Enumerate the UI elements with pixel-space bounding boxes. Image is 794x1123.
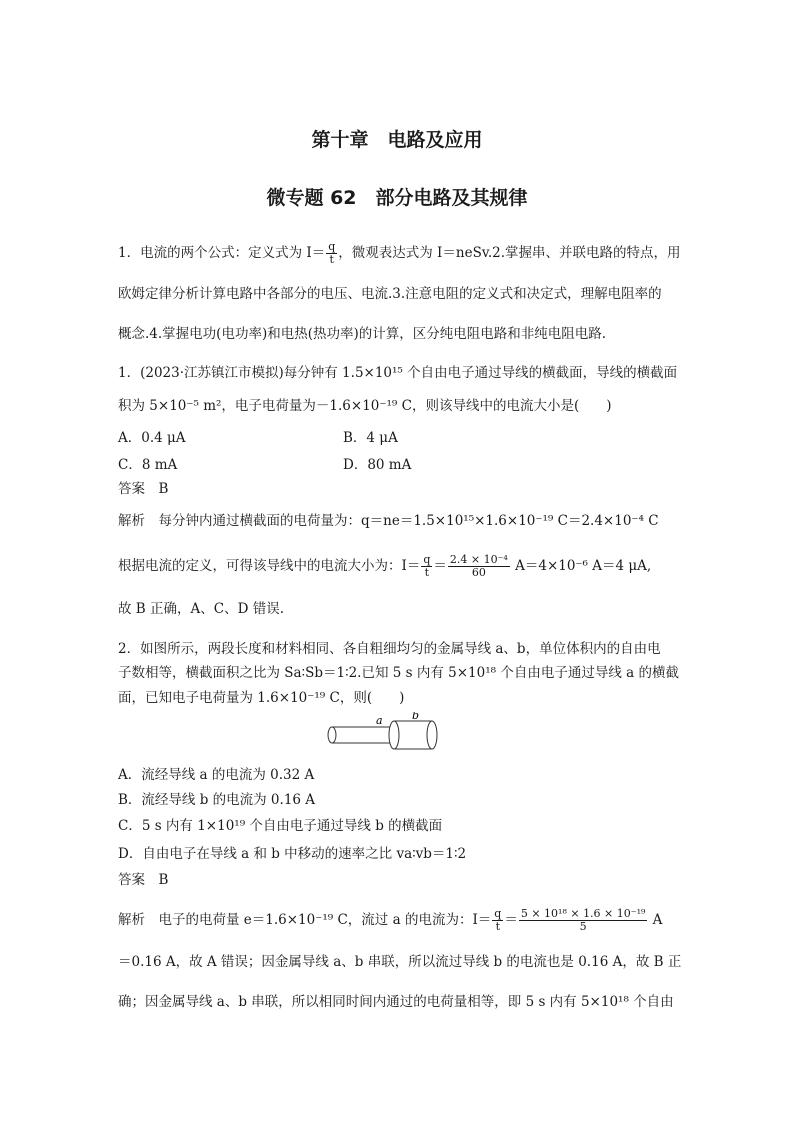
q1-stem-line-1: 1．(2023·江苏镇江市模拟)每分钟有 1.5×10¹⁵ 个自由电子通过导线的横截面，导线的横截面 <box>118 365 678 381</box>
intro-line-2: 欧姆定律分析计算电路中各部分的电压、电流.3.注意电阻的定义式和决定式，理解电阻率的 <box>118 286 662 302</box>
intro-text-1a: 1．电流的两个公式：定义式为 I＝ <box>118 245 326 261</box>
wire-figure <box>320 712 450 760</box>
fraction-q-over-t <box>421 554 432 579</box>
intro-line-1 <box>118 241 681 266</box>
fraction-q-over-t <box>326 241 337 266</box>
q2-answer: 答案 B <box>118 872 169 888</box>
q1-solution-line-2 <box>118 554 651 579</box>
wire-a-end <box>328 727 336 743</box>
q2-solution-line-3: 确；因金属导线 a、b 串联，所以相同时间内通过的电荷量相等，即 5 s 内有 5×10¹⁸ 个自由 <box>118 994 674 1010</box>
q1-solution-text-a: 根据电流的定义，可得该导线中的电流大小为：I＝ <box>118 558 421 574</box>
fraction-numerator: q <box>328 240 336 253</box>
q2-stem-line-3: 面，已知电子电荷量为 1.6×10⁻¹⁹ C，则( ) <box>118 690 405 706</box>
fraction-charge-over-time <box>519 908 648 933</box>
q2-option-c: C．5 s 内有 1×10¹⁹ 个自由电子通过导线 b 的横截面 <box>118 818 443 834</box>
q2-option-b: B．流经导线 b 的电流为 0.16 A <box>118 792 316 808</box>
fraction-q-over-t <box>492 908 503 933</box>
fraction-numerator: q <box>423 553 431 566</box>
label-a: a <box>376 714 383 727</box>
q2-option-a: A．流经导线 a 的电流为 0.32 A <box>118 767 315 783</box>
q1-option-a: A．0.4 μA <box>118 430 186 446</box>
wire-a-body <box>332 727 394 743</box>
q2-solution-text-a: 解析 电子的电荷量 e＝1.6×10⁻¹⁹ C，流过 a 的电流为：I＝ <box>118 912 492 928</box>
fraction-numerator: 5 × 10¹⁸ × 1.6 × 10⁻¹⁹ <box>520 907 646 920</box>
q1-option-d: D．80 mA <box>343 457 412 473</box>
q1-solution-text-b: A＝4×10⁻⁶ A＝4 μA, <box>510 558 652 574</box>
q1-answer: 答案 B <box>118 481 169 497</box>
q2-option-d: D．自由电子在导线 a 和 b 中移动的速率之比 va∶vb＝1∶2 <box>118 846 467 862</box>
wire-diagram <box>320 712 450 756</box>
q2-solution-line-2: ＝0.16 A，故 A 错误；因金属导线 a、b 串联，所以流过导线 b 的电流也是 0.16 A，故 B 正 <box>118 954 682 970</box>
fraction-numerator: q <box>494 907 502 920</box>
equals-sign: ＝ <box>433 558 447 574</box>
fraction-numerator: 2.4 × 10⁻⁴ <box>449 553 508 566</box>
intro-text-1b: ，微观表达式为 I＝neSv.2.掌握串、并联电路的特点，用 <box>338 245 681 261</box>
topic-title: 微专题 62 部分电路及其规律 <box>266 187 528 209</box>
q2-solution-text-b: A <box>648 912 663 928</box>
equals-sign: ＝ <box>504 912 518 928</box>
q2-solution-line-1 <box>118 908 662 933</box>
fraction-denominator: t <box>495 920 501 933</box>
q1-solution-line-3: 故 B 正确，A、C、D 错误. <box>118 601 284 617</box>
q1-option-b: B．4 μA <box>343 430 398 446</box>
fraction-denominator: 60 <box>471 566 486 579</box>
wire-b-right-end <box>427 721 437 749</box>
fraction-denominator: 5 <box>579 920 587 933</box>
q1-option-c: C．8 mA <box>118 457 178 473</box>
fraction-charge-over-time <box>448 554 510 579</box>
label-b: b <box>412 712 420 722</box>
wire-b-body <box>394 721 432 749</box>
intro-line-3: 概念.4.掌握电功(电功率)和电热(热功率)的计算，区分纯电阻电路和非纯电阻电路. <box>118 326 607 342</box>
q1-solution-line-1: 解析 每分钟内通过横截面的电荷量为：q＝ne＝1.5×10¹⁵×1.6×10⁻¹⁹ C＝2.4×10⁻⁴ C <box>118 513 659 529</box>
wire-b-left-end <box>389 721 399 749</box>
q2-stem-line-1: 2．如图所示，两段长度和材料相同、各自粗细均匀的金属导线 a、b，单位体积内的自由电 <box>118 641 661 657</box>
q2-stem-line-2: 子数相等，横截面积之比为 Sa∶Sb＝1∶2.已知 5 s 内有 5×10¹⁸ 个自由电子通过导线 a 的横截 <box>118 665 679 681</box>
fraction-denominator: t <box>424 566 430 579</box>
fraction-denominator: t <box>329 253 334 266</box>
chapter-title: 第十章 电路及应用 <box>311 129 483 151</box>
q1-stem-line-2: 积为 5×10⁻⁵ m²，电子电荷量为－1.6×10⁻¹⁹ C，则该导线中的电流大小是( ) <box>118 398 612 414</box>
